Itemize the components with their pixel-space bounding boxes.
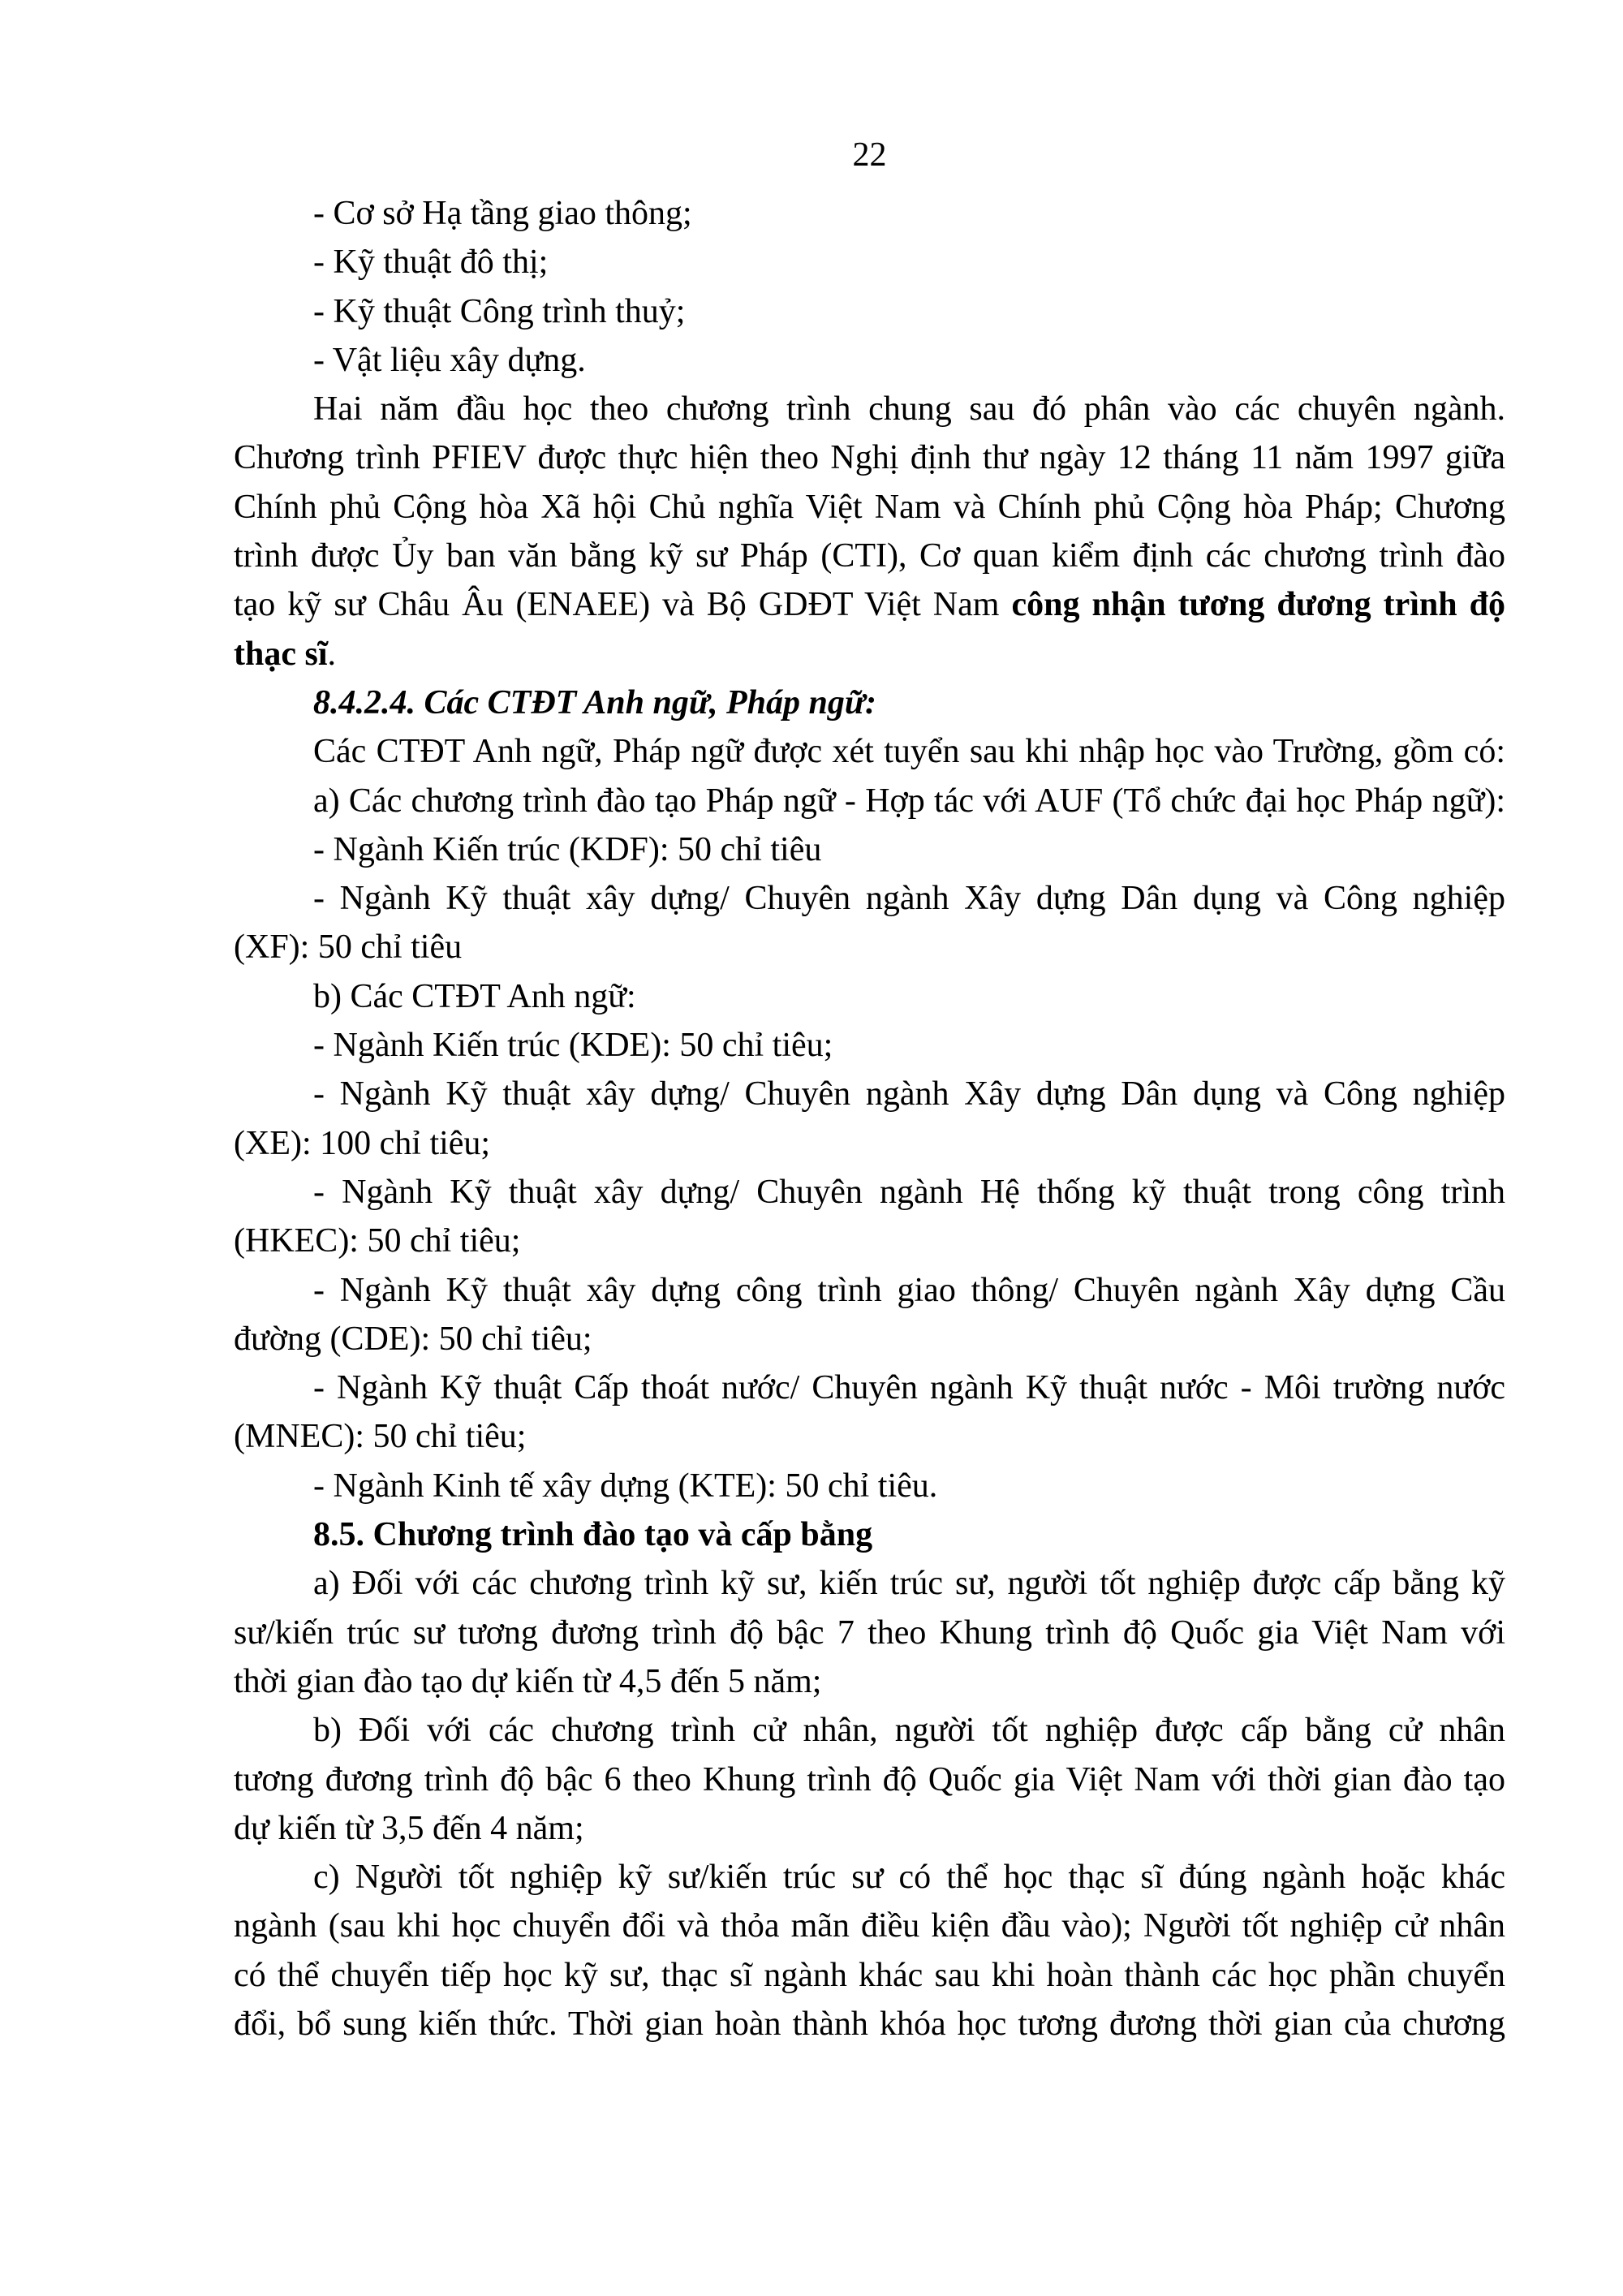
text-line [234, 1609, 1505, 1657]
text-segment: đổi, bổ sung kiến thức. Thời gian hoàn thành khóa học tương đương thời gian của chương [234, 2005, 1505, 2043]
text-line [234, 1363, 1505, 1412]
text-line [234, 238, 1505, 286]
text-line [234, 1266, 1505, 1315]
text-line [234, 483, 1505, 532]
text-segment: - Ngành Kỹ thuật xây dựng/ Chuyên ngành Hệ thống kỹ thuật trong công trình [313, 1173, 1505, 1211]
text-segment: Chính phủ Cộng hòa Xã hội Chủ nghĩa Việt Nam và Chính phủ Cộng hòa Pháp; Chương [234, 488, 1505, 526]
text-segment: sư/kiến trúc sư tương đương trình độ bậc 7 theo Khung trình độ Quốc gia Việt Nam với [234, 1613, 1505, 1652]
text-line [234, 630, 1505, 678]
text-segment: trình được Ủy ban văn bằng kỹ sư Pháp (CTI), Cơ quan kiểm định các chương trình đào [234, 537, 1505, 575]
text-line [234, 1853, 1505, 1902]
text-segment: - Vật liệu xây dựng. [313, 341, 586, 379]
text-line [234, 1657, 1505, 1706]
text-line [234, 1804, 1505, 1853]
text-segment: tương đương trình độ bậc 6 theo Khung trình độ Quốc gia Việt Nam với thời gian đào tạo [234, 1760, 1505, 1798]
text-line [234, 1951, 1505, 2000]
text-segment: tạo kỹ sư Châu Âu (ENAEE) và Bộ GDĐT Việt Nam [234, 586, 1012, 624]
text-line [234, 777, 1505, 825]
text-line [234, 1021, 1505, 1070]
text-line [234, 1559, 1505, 1608]
text-segment: - Ngành Kỹ thuật xây dựng/ Chuyên ngành Xây dựng Dân dụng và Công nghiệp [313, 1075, 1505, 1114]
text-segment: - Cơ sở Hạ tầng giao thông; [313, 195, 692, 232]
text-segment: a) Đối với các chương trình kỹ sư, kiến trúc sư, người tốt nghiệp được cấp bằng kỹ [313, 1565, 1505, 1603]
text-segment: đường (CDE): 50 chỉ tiêu; [234, 1320, 592, 1358]
text-line [234, 972, 1505, 1021]
text-line [234, 189, 1505, 238]
text-line [234, 385, 1505, 433]
text-line [234, 1217, 1505, 1265]
text-line [234, 1412, 1505, 1461]
text-line [234, 825, 1505, 874]
text-line [234, 874, 1505, 923]
text-line [234, 1902, 1505, 1950]
text-line [234, 1510, 1505, 1559]
text-line [234, 433, 1505, 482]
text-segment: - Ngành Kỹ thuật xây dựng công trình giao thông/ Chuyên ngành Xây dựng Cầu [313, 1271, 1505, 1309]
text-segment: thạc sĩ [234, 635, 328, 673]
text-line [234, 336, 1505, 385]
text-segment: b) Các CTĐT Anh ngữ: [313, 977, 636, 1015]
text-segment: 8.5. Chương trình đào tạo và cấp bằng [313, 1516, 873, 1554]
text-segment: - Kỹ thuật Công trình thuỷ; [313, 292, 686, 330]
text-segment: Hai năm đầu học theo chương trình chung sau đó phân vào các chuyên ngành. [313, 390, 1505, 429]
text-line [234, 1070, 1505, 1118]
text-segment: b) Đối với các chương trình cử nhân, người tốt nghiệp được cấp bằng cử nhân [313, 1712, 1505, 1750]
text-segment: - Ngành Kiến trúc (KDF): 50 chỉ tiêu [313, 830, 822, 868]
text-segment: 8.4.2.4. Các CTĐT Anh ngữ, Pháp ngữ: [313, 683, 877, 722]
text-line [234, 287, 1505, 336]
text-segment: (MNEC): 50 chỉ tiêu; [234, 1418, 527, 1456]
text-segment: dự kiến từ 3,5 đến 4 năm; [234, 1809, 584, 1847]
text-segment: (XF): 50 chỉ tiêu [234, 928, 463, 967]
text-line [234, 1755, 1505, 1804]
text-line [234, 580, 1505, 629]
text-segment: a) Các chương trình đào tạo Pháp ngữ - Hợp tác với AUF (Tổ chức đại học Pháp ngữ): [313, 782, 1505, 820]
text-line [234, 1706, 1505, 1755]
text-segment: - Kỹ thuật đô thị; [313, 243, 549, 282]
document-body [234, 189, 1505, 2048]
text-line [234, 1462, 1505, 1510]
text-segment: c) Người tốt nghiệp kỹ sư/kiến trúc sư có thể học thạc sĩ đúng ngành hoặc khác [313, 1859, 1505, 1897]
text-segment: - Ngành Kiến trúc (KDE): 50 chỉ tiêu; [313, 1027, 833, 1065]
text-segment: ngành (sau khi học chuyển đổi và thỏa mãn điều kiện đầu vào); Người tốt nghiệp cử nhân [234, 1907, 1505, 1945]
text-segment: - Ngành Kỹ thuật xây dựng/ Chuyên ngành Xây dựng Dân dụng và Công nghiệp [313, 880, 1505, 918]
text-line [234, 532, 1505, 580]
text-line [234, 2000, 1505, 2048]
text-segment: (XE): 100 chỉ tiêu; [234, 1124, 491, 1162]
page-number: 22 [852, 136, 887, 174]
text-line [234, 727, 1505, 776]
text-line [234, 1119, 1505, 1168]
text-segment: . [327, 635, 336, 673]
text-segment: công nhận tương đương trình độ [1011, 586, 1505, 624]
text-line [234, 1168, 1505, 1217]
text-line [234, 1315, 1505, 1363]
text-segment: có thể chuyển tiếp học kỹ sư, thạc sĩ ngành khác sau khi hoàn thành các học phần chuyển [234, 1956, 1505, 1994]
text-line [234, 678, 1505, 727]
text-segment: Các CTĐT Anh ngữ, Pháp ngữ được xét tuyển sau khi nhập học vào Trường, gồm có: [313, 733, 1505, 771]
text-segment: - Ngành Kinh tế xây dựng (KTE): 50 chỉ tiêu. [313, 1467, 938, 1505]
text-segment: thời gian đào tạo dự kiến từ 4,5 đến 5 năm; [234, 1662, 822, 1700]
text-line [234, 923, 1505, 971]
text-segment: - Ngành Kỹ thuật Cấp thoát nước/ Chuyên ngành Kỹ thuật nước - Môi trường nước [313, 1369, 1505, 1407]
text-segment: (HKEC): 50 chỉ tiêu; [234, 1222, 521, 1260]
text-segment: Chương trình PFIEV được thực hiện theo Nghị định thư ngày 12 tháng 11 năm 1997 giữa [234, 439, 1505, 477]
